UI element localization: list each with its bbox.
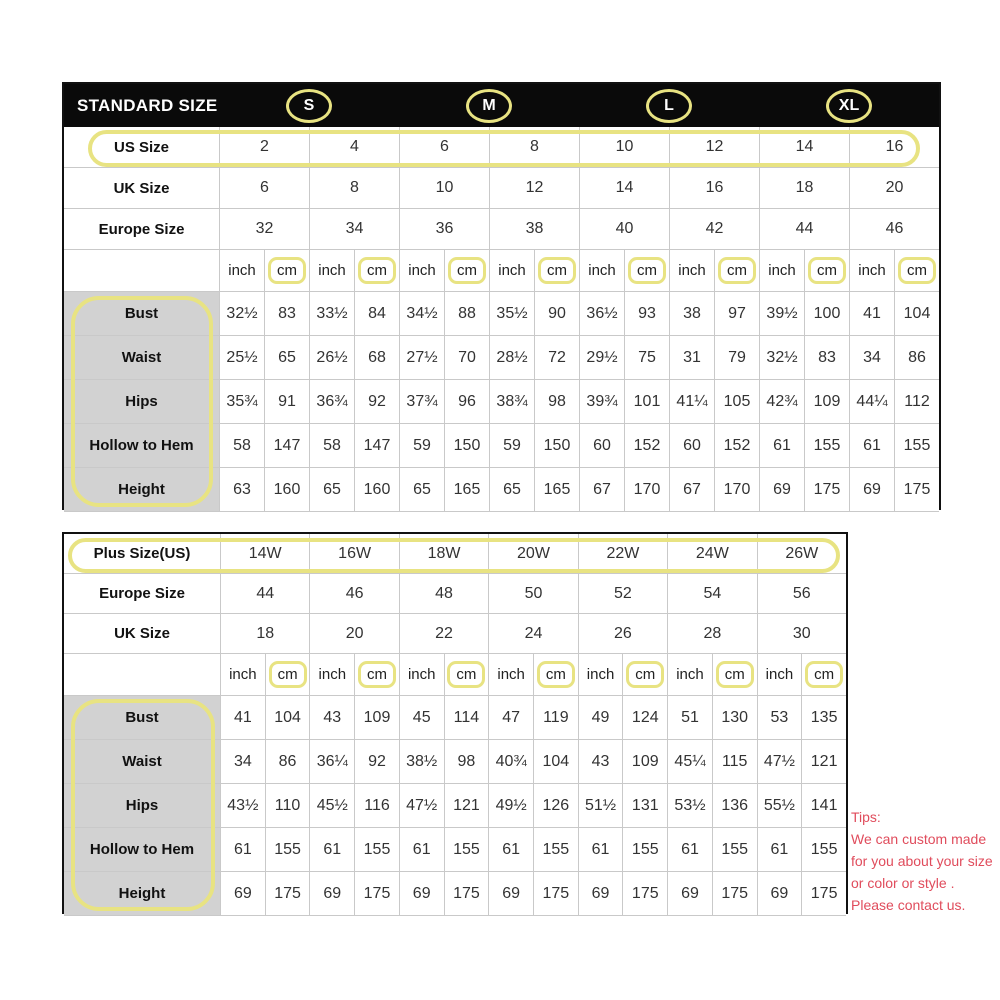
measure-value-cell: 51	[667, 696, 712, 739]
measure-value-cell: 79	[714, 336, 759, 379]
measure-value-cell: 25½	[219, 336, 264, 379]
inch-header: inch	[220, 654, 265, 695]
measure-value-cell: 53	[757, 696, 802, 739]
measure-value-cell: 170	[714, 468, 759, 511]
measure-value-cell: 109	[804, 380, 849, 423]
measure-value-cell: 47½	[757, 740, 802, 783]
size-letter-cell	[399, 89, 579, 123]
size-letter: L	[664, 96, 674, 114]
measure-value-cell: 155	[804, 424, 849, 467]
measure-value-cell: 69	[667, 872, 712, 915]
measure-row-label: Bust	[64, 292, 219, 335]
measure-row-label: Height	[64, 872, 220, 915]
size-letter-cell	[759, 89, 939, 123]
inch-header: inch	[309, 654, 354, 695]
size-letter-cell	[579, 89, 759, 123]
measure-value-cell: 65	[264, 336, 309, 379]
cm-header-highlight: cm	[805, 661, 843, 688]
size-row-label: Europe Size	[98, 220, 185, 238]
inch-header: inch	[488, 654, 533, 695]
measure-value-cell: 135	[801, 696, 846, 739]
inch-header: inch	[399, 654, 444, 695]
measure-value-cell: 88	[444, 292, 489, 335]
measure-row	[64, 740, 846, 784]
size-value-cell: 4	[309, 127, 399, 167]
size-value-cell: 44	[759, 209, 849, 249]
measure-value-cell: 155	[622, 828, 667, 871]
cm-header-cell	[714, 250, 759, 291]
measure-value-cell: 60	[579, 424, 624, 467]
measure-value-cell: 61	[759, 424, 804, 467]
measure-row-label: Waist	[64, 336, 219, 379]
cm-header-cell	[622, 654, 667, 695]
cm-header-highlight: cm	[626, 661, 664, 688]
size-letter-circle-annotation	[646, 89, 692, 123]
size-value-cell: 12	[489, 168, 579, 208]
cm-header-highlight: cm	[537, 661, 575, 688]
measure-value-cell: 100	[804, 292, 849, 335]
measure-value-cell: 34	[220, 740, 265, 783]
measure-value-cell: 175	[533, 872, 578, 915]
cm-header-cell	[265, 654, 310, 695]
measure-value-cell: 124	[622, 696, 667, 739]
measure-value-cell: 61	[578, 828, 623, 871]
measure-value-cell: 175	[265, 872, 310, 915]
measure-value-cell: 155	[712, 828, 757, 871]
measure-value-cell: 84	[354, 292, 399, 335]
tips-line: Please contact us.	[851, 897, 966, 913]
size-value-cell: 46	[309, 574, 398, 613]
measure-value-cell: 36½	[579, 292, 624, 335]
size-value-cell: 30	[757, 614, 846, 653]
measure-value-cell: 121	[801, 740, 846, 783]
size-value-cell: 14W	[220, 534, 309, 573]
size-row-label: Europe Size	[99, 585, 185, 602]
cm-header-cell	[894, 250, 939, 291]
measure-value-cell: 58	[219, 424, 264, 467]
cm-header-cell	[804, 250, 849, 291]
measure-value-cell: 40¾	[488, 740, 533, 783]
inch-header: inch	[669, 250, 714, 291]
measure-value-cell: 72	[534, 336, 579, 379]
measure-value-cell: 43	[309, 696, 354, 739]
standard-size-table	[62, 82, 941, 510]
custom-made-tips	[851, 806, 1000, 916]
size-letter-circle-annotation	[466, 89, 512, 123]
size-value-cell: 16	[669, 168, 759, 208]
size-row-label: Plus Size(US)	[93, 545, 191, 562]
size-value-cell: 24	[488, 614, 577, 653]
measure-value-cell: 165	[534, 468, 579, 511]
inch-header: inch	[757, 654, 802, 695]
measure-value-cell: 104	[894, 292, 939, 335]
measure-row	[64, 380, 939, 424]
measure-value-cell: 150	[534, 424, 579, 467]
measure-row-label: Hollow to Hem	[64, 424, 219, 467]
tips-title: Tips:	[851, 809, 881, 825]
measure-value-cell: 47	[488, 696, 533, 739]
unit-row	[64, 654, 846, 696]
measure-value-cell: 83	[264, 292, 309, 335]
measure-value-cell: 69	[399, 872, 444, 915]
size-value-cell: 22	[399, 614, 488, 653]
cm-header-cell	[624, 250, 669, 291]
size-row	[64, 209, 939, 250]
size-value-cell: 26	[578, 614, 667, 653]
measure-value-cell: 155	[265, 828, 310, 871]
measure-value-cell: 119	[533, 696, 578, 739]
measure-value-cell: 59	[399, 424, 444, 467]
measure-value-cell: 136	[712, 784, 757, 827]
measure-value-cell: 147	[354, 424, 399, 467]
measure-value-cell: 61	[399, 828, 444, 871]
measure-value-cell: 67	[579, 468, 624, 511]
measure-value-cell: 41	[849, 292, 894, 335]
measure-value-cell: 41¼	[669, 380, 714, 423]
measure-value-cell: 90	[534, 292, 579, 335]
inch-header: inch	[219, 250, 264, 291]
measure-value-cell: 69	[578, 872, 623, 915]
measure-value-cell: 67	[669, 468, 714, 511]
cm-header-highlight: cm	[718, 257, 756, 284]
size-value-cell: 50	[488, 574, 577, 613]
measure-value-cell: 55½	[757, 784, 802, 827]
measure-value-cell: 42¾	[759, 380, 804, 423]
measure-value-cell: 43	[578, 740, 623, 783]
inch-header: inch	[578, 654, 623, 695]
measure-value-cell: 170	[624, 468, 669, 511]
measure-value-cell: 33½	[309, 292, 354, 335]
measure-value-cell: 147	[264, 424, 309, 467]
measure-value-cell: 110	[265, 784, 310, 827]
measure-value-cell: 69	[759, 468, 804, 511]
measure-value-cell: 155	[894, 424, 939, 467]
measure-value-cell: 155	[533, 828, 578, 871]
measure-value-cell: 105	[714, 380, 759, 423]
measure-row	[64, 872, 846, 916]
measure-value-cell: 175	[801, 872, 846, 915]
measure-value-cell: 65	[489, 468, 534, 511]
measure-value-cell: 126	[533, 784, 578, 827]
measure-row	[64, 828, 846, 872]
measure-value-cell: 60	[669, 424, 714, 467]
measure-value-cell: 98	[444, 740, 489, 783]
cm-header-cell	[264, 250, 309, 291]
plus-size-table	[62, 532, 848, 914]
size-value-cell: 48	[399, 574, 488, 613]
size-value-cell: 20	[309, 614, 398, 653]
size-value-cell: 40	[579, 209, 669, 249]
size-row-label: UK Size	[113, 179, 170, 197]
measure-value-cell: 29½	[579, 336, 624, 379]
measure-value-cell: 175	[444, 872, 489, 915]
measure-value-cell: 160	[354, 468, 399, 511]
measure-value-cell: 61	[757, 828, 802, 871]
measure-value-cell: 98	[534, 380, 579, 423]
size-value-cell: 14	[579, 168, 669, 208]
measure-value-cell: 96	[444, 380, 489, 423]
measure-value-cell: 35½	[489, 292, 534, 335]
measure-value-cell: 65	[399, 468, 444, 511]
size-letter: S	[303, 96, 315, 114]
measure-value-cell: 130	[712, 696, 757, 739]
size-row	[64, 574, 846, 614]
size-value-cell: 16	[849, 127, 939, 167]
measure-value-cell: 69	[849, 468, 894, 511]
measure-value-cell: 69	[309, 872, 354, 915]
measure-value-cell: 109	[622, 740, 667, 783]
measure-value-cell: 160	[264, 468, 309, 511]
measure-value-cell: 26½	[309, 336, 354, 379]
measure-value-cell: 86	[894, 336, 939, 379]
measure-value-cell: 45	[399, 696, 444, 739]
size-row	[64, 168, 939, 209]
measure-value-cell: 114	[444, 696, 489, 739]
size-value-cell: 34	[309, 209, 399, 249]
size-value-cell: 42	[669, 209, 759, 249]
size-value-cell: 14	[759, 127, 849, 167]
measure-value-cell: 43½	[220, 784, 265, 827]
measure-value-cell: 38¾	[489, 380, 534, 423]
size-value-cell: 46	[849, 209, 939, 249]
measure-value-cell: 49	[578, 696, 623, 739]
measure-row-label: Hips	[64, 784, 220, 827]
measure-value-cell: 175	[894, 468, 939, 511]
measure-value-cell: 92	[354, 380, 399, 423]
measure-value-cell: 152	[714, 424, 759, 467]
inch-header: inch	[667, 654, 712, 695]
unit-row	[64, 250, 939, 292]
measure-value-cell: 70	[444, 336, 489, 379]
size-value-cell: 8	[489, 127, 579, 167]
measure-value-cell: 28½	[489, 336, 534, 379]
inch-header: inch	[759, 250, 804, 291]
measure-value-cell: 31	[669, 336, 714, 379]
measure-value-cell: 61	[220, 828, 265, 871]
measure-row	[64, 336, 939, 380]
measure-value-cell: 61	[667, 828, 712, 871]
cm-header-highlight: cm	[716, 661, 754, 688]
measure-value-cell: 34½	[399, 292, 444, 335]
measure-value-cell: 109	[354, 696, 399, 739]
measure-row-label: Height	[64, 468, 219, 511]
size-value-cell: 18	[220, 614, 309, 653]
size-value-cell: 22W	[578, 534, 667, 573]
size-letter: M	[482, 96, 496, 114]
measure-value-cell: 37¾	[399, 380, 444, 423]
cm-header-cell	[801, 654, 846, 695]
size-value-cell: 28	[667, 614, 756, 653]
measure-value-cell: 175	[354, 872, 399, 915]
measure-value-cell: 36¼	[309, 740, 354, 783]
measure-value-cell: 58	[309, 424, 354, 467]
inch-header: inch	[489, 250, 534, 291]
measure-value-cell: 86	[265, 740, 310, 783]
size-value-cell: 24W	[667, 534, 756, 573]
measure-value-cell: 61	[488, 828, 533, 871]
size-value-cell: 18W	[399, 534, 488, 573]
inch-header: inch	[399, 250, 444, 291]
measure-row-label: Waist	[64, 740, 220, 783]
measure-value-cell: 38	[669, 292, 714, 335]
cm-header-highlight: cm	[358, 661, 396, 688]
measure-value-cell: 175	[804, 468, 849, 511]
size-value-cell: 2	[219, 127, 309, 167]
measure-value-cell: 39½	[759, 292, 804, 335]
measure-value-cell: 65	[309, 468, 354, 511]
cm-header-cell	[534, 250, 579, 291]
measure-value-cell: 93	[624, 292, 669, 335]
size-value-cell: 52	[578, 574, 667, 613]
measure-row	[64, 784, 846, 828]
measure-value-cell: 38½	[399, 740, 444, 783]
tips-line: or color or style .	[851, 875, 955, 891]
measure-value-cell: 61	[849, 424, 894, 467]
cm-header-highlight: cm	[538, 257, 576, 284]
size-value-cell: 56	[757, 574, 846, 613]
size-value-cell: 18	[759, 168, 849, 208]
size-value-cell: 26W	[757, 534, 846, 573]
size-value-cell: 44	[220, 574, 309, 613]
measure-value-cell: 63	[219, 468, 264, 511]
standard-size-title: STANDARD SIZE	[77, 95, 218, 115]
measure-value-cell: 45¼	[667, 740, 712, 783]
size-row	[64, 127, 939, 168]
measure-value-cell: 104	[533, 740, 578, 783]
size-value-cell: 54	[667, 574, 756, 613]
size-value-cell: 6	[399, 127, 489, 167]
measure-value-cell: 32½	[759, 336, 804, 379]
cm-header-cell	[712, 654, 757, 695]
cm-header-highlight: cm	[358, 257, 396, 284]
inch-header: inch	[309, 250, 354, 291]
measure-value-cell: 91	[264, 380, 309, 423]
size-row	[64, 614, 846, 654]
size-letter-circle-annotation	[286, 89, 332, 123]
tips-line: We can custom made	[851, 831, 987, 847]
size-value-cell: 16W	[309, 534, 398, 573]
cm-header-highlight: cm	[269, 661, 307, 688]
cm-header-cell	[354, 250, 399, 291]
measure-value-cell: 92	[354, 740, 399, 783]
size-value-cell: 38	[489, 209, 579, 249]
measure-value-cell: 101	[624, 380, 669, 423]
unit-row-empty-label	[64, 250, 219, 291]
size-row-label: US Size	[113, 138, 170, 156]
measure-value-cell: 97	[714, 292, 759, 335]
measure-value-cell: 155	[801, 828, 846, 871]
measure-value-cell: 131	[622, 784, 667, 827]
size-letter-cell	[219, 89, 399, 123]
measure-value-cell: 104	[265, 696, 310, 739]
measure-value-cell: 39¾	[579, 380, 624, 423]
size-value-cell: 10	[399, 168, 489, 208]
size-value-cell: 32	[219, 209, 309, 249]
measure-value-cell: 36¾	[309, 380, 354, 423]
measure-value-cell: 175	[622, 872, 667, 915]
measure-row	[64, 292, 939, 336]
cm-header-highlight: cm	[898, 257, 936, 284]
measure-value-cell: 175	[712, 872, 757, 915]
measure-value-cell: 51½	[578, 784, 623, 827]
measure-value-cell: 83	[804, 336, 849, 379]
inch-header: inch	[849, 250, 894, 291]
size-row-label: UK Size	[114, 625, 170, 642]
size-value-cell: 6	[219, 168, 309, 208]
measure-value-cell: 115	[712, 740, 757, 783]
measure-value-cell: 69	[757, 872, 802, 915]
measure-value-cell: 155	[444, 828, 489, 871]
measure-value-cell: 165	[444, 468, 489, 511]
size-value-cell: 20W	[488, 534, 577, 573]
measure-value-cell: 27½	[399, 336, 444, 379]
measure-value-cell: 59	[489, 424, 534, 467]
measure-value-cell: 41	[220, 696, 265, 739]
cm-header-highlight: cm	[628, 257, 666, 284]
measure-value-cell: 116	[354, 784, 399, 827]
measure-row-label: Hollow to Hem	[64, 828, 220, 871]
size-value-cell: 36	[399, 209, 489, 249]
inch-header: inch	[579, 250, 624, 291]
measure-value-cell: 150	[444, 424, 489, 467]
measure-value-cell: 155	[354, 828, 399, 871]
measure-value-cell: 152	[624, 424, 669, 467]
measure-value-cell: 69	[488, 872, 533, 915]
standard-table-header	[64, 84, 939, 127]
size-value-cell: 10	[579, 127, 669, 167]
cm-header-highlight: cm	[268, 257, 306, 284]
measure-value-cell: 69	[220, 872, 265, 915]
measure-row-label: Bust	[64, 696, 220, 739]
measure-value-cell: 61	[309, 828, 354, 871]
cm-header-cell	[533, 654, 578, 695]
size-value-cell: 12	[669, 127, 759, 167]
size-value-cell: 8	[309, 168, 399, 208]
measure-value-cell: 68	[354, 336, 399, 379]
cm-header-highlight: cm	[447, 661, 485, 688]
measure-value-cell: 112	[894, 380, 939, 423]
measure-value-cell: 45½	[309, 784, 354, 827]
measure-value-cell: 32½	[219, 292, 264, 335]
measure-value-cell: 141	[801, 784, 846, 827]
size-letter: XL	[838, 96, 860, 114]
size-row	[64, 534, 846, 574]
cm-header-cell	[354, 654, 399, 695]
cm-header-cell	[444, 250, 489, 291]
cm-header-cell	[444, 654, 489, 695]
measure-value-cell: 49½	[488, 784, 533, 827]
size-letter-circle-annotation	[826, 89, 872, 123]
measure-value-cell: 47½	[399, 784, 444, 827]
measure-value-cell: 75	[624, 336, 669, 379]
measure-value-cell: 53½	[667, 784, 712, 827]
measure-value-cell: 44¼	[849, 380, 894, 423]
measure-row	[64, 468, 939, 512]
cm-header-highlight: cm	[808, 257, 846, 284]
unit-row-empty-label	[64, 654, 220, 695]
measure-value-cell: 35¾	[219, 380, 264, 423]
measure-value-cell: 121	[444, 784, 489, 827]
measure-row	[64, 424, 939, 468]
tips-line: for you about your size	[851, 853, 993, 869]
cm-header-highlight: cm	[448, 257, 486, 284]
measure-row-label: Hips	[64, 380, 219, 423]
measure-value-cell: 34	[849, 336, 894, 379]
size-value-cell: 20	[849, 168, 939, 208]
measure-row	[64, 696, 846, 740]
